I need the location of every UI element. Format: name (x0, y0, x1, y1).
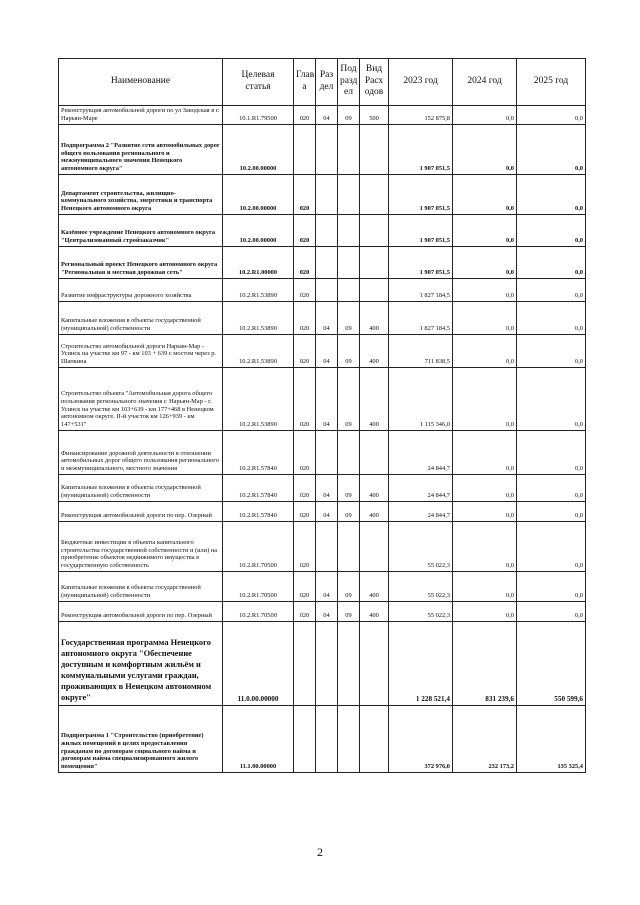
table-row (59, 602, 586, 622)
row-2025-cell: 0,0 (517, 215, 586, 247)
row-glava-cell: 020 (294, 302, 316, 335)
row-name-cell: Развитие инфраструктуры дорожного хозяйства (59, 279, 223, 302)
row-razdel-cell (316, 706, 338, 773)
row-name-cell: Капитальные вложения в объекты государственной (муниципальной) собственности (59, 572, 223, 602)
row-glava-cell (294, 706, 316, 773)
row-2023-cell: 711 838,5 (389, 335, 453, 368)
row-razdel-cell: 04 (316, 106, 338, 125)
row-code-cell: 10.2.R1.53890 (223, 335, 294, 368)
row-vid-cell: 400 (360, 502, 389, 522)
row-2024-cell: 0,0 (453, 215, 517, 247)
table-row (59, 125, 586, 175)
row-2025-cell: 0,0 (517, 247, 586, 279)
row-vid-cell: 400 (360, 368, 389, 431)
row-2023-cell: 1 907 051,5 (389, 247, 453, 279)
row-vid-cell: 400 (360, 475, 389, 502)
col-header-vid: Вид Расх одов (360, 59, 389, 106)
row-vid-cell (360, 622, 389, 706)
row-name-cell: Финансирование дорожной деятельности в отношении автомобильных дорог общего пользования регионального и межмуниципального, местного значения (59, 431, 223, 475)
row-podrazdel-cell (338, 431, 360, 475)
row-code-cell: 10.2.R1.53890 (223, 279, 294, 302)
col-header-name: Наименование (59, 59, 223, 106)
row-podrazdel-cell: 09 (338, 572, 360, 602)
row-2025-cell: 0,0 (517, 602, 586, 622)
row-2023-cell: 1 907 051,5 (389, 175, 453, 215)
row-glava-cell: 020 (294, 279, 316, 302)
row-vid-cell: 400 (360, 572, 389, 602)
row-name-cell: Строительство автомобильной дороги Нарьян-Мар - Усинск на участке км 97 - км 103 + 639 с мостом через р. Шапкина (59, 335, 223, 368)
row-name-cell: Подпрограмма 2 "Развитие сети автомобильных дорог общего пользования регионального и межмуниципального значения Ненецкого автономного округа" (59, 125, 223, 175)
row-2025-cell: 550 599,6 (517, 622, 586, 706)
table-row (59, 106, 586, 125)
row-2025-cell: 0,0 (517, 475, 586, 502)
row-2023-cell: 1 115 346,0 (389, 368, 453, 431)
row-podrazdel-cell (338, 522, 360, 572)
row-name-cell: Капитальные вложения в объекты государственной (муниципальной) собственности (59, 475, 223, 502)
row-2024-cell: 0,0 (453, 431, 517, 475)
row-glava-cell: 020 (294, 475, 316, 502)
row-vid-cell (360, 247, 389, 279)
page-number: 2 (317, 845, 323, 859)
row-2023-cell: 1 827 184,5 (389, 302, 453, 335)
col-header-2023: 2023 год (389, 59, 453, 106)
row-2025-cell: 0,0 (517, 175, 586, 215)
row-glava-cell: 020 (294, 175, 316, 215)
row-2025-cell: 0,0 (517, 522, 586, 572)
table-row (59, 522, 586, 572)
row-2023-cell: 1 907 051,5 (389, 215, 453, 247)
row-razdel-cell (316, 247, 338, 279)
table-row (59, 706, 586, 773)
row-2023-cell: 1 907 051,5 (389, 125, 453, 175)
row-podrazdel-cell (338, 622, 360, 706)
row-vid-cell (360, 175, 389, 215)
row-2023-cell: 1 228 521,4 (389, 622, 453, 706)
row-code-cell: 10.2.00.00000 (223, 215, 294, 247)
row-razdel-cell: 04 (316, 368, 338, 431)
row-vid-cell: 500 (360, 106, 389, 125)
row-glava-cell: 020 (294, 522, 316, 572)
row-vid-cell: 400 (360, 602, 389, 622)
row-name-cell: Реконструкция автомобильной дороги по пер. Озерный (59, 502, 223, 522)
row-name-cell: Департамент строительства, жилищно-коммунального хозяйства, энергетики и транспорта Ненецкого автономного округа (59, 175, 223, 215)
table-row (59, 279, 586, 302)
row-2024-cell: 0,0 (453, 502, 517, 522)
row-name-cell: Государственная программа Ненецкого автономного округа "Обеспечение доступным и комфортным жильём и коммунальными услугами граждан, проживающих в Ненецком автономном округе" (59, 622, 223, 706)
row-2025-cell: 135 325,4 (517, 706, 586, 773)
col-header-2025: 2025 год (517, 59, 586, 106)
row-2023-cell: 1 827 184,5 (389, 279, 453, 302)
row-name-cell: Строительство объекта "Автомобильная дорога общего пользования регионального значения г. Нарьян-Мар - г. Усинск на участке км 103+639 - км 177+468 в Ненецком автономном округе. II-й участок км 126+939 - км 147+531" (59, 368, 223, 431)
row-2024-cell: 0,0 (453, 368, 517, 431)
row-2023-cell: 152 875,8 (389, 106, 453, 125)
table-row (59, 302, 586, 335)
row-name-cell: Региональный проект Ненецкого автономного округа "Региональная и местная дорожная сеть" (59, 247, 223, 279)
row-podrazdel-cell: 09 (338, 502, 360, 522)
row-podrazdel-cell (338, 125, 360, 175)
row-vid-cell (360, 522, 389, 572)
row-2025-cell: 0,0 (517, 335, 586, 368)
table-row (59, 368, 586, 431)
row-2024-cell: 0,0 (453, 175, 517, 215)
row-2023-cell: 55 022,3 (389, 522, 453, 572)
row-razdel-cell (316, 175, 338, 215)
col-header-code: Целевая статья (223, 59, 294, 106)
row-2025-cell: 0,0 (517, 572, 586, 602)
row-glava-cell: 020 (294, 335, 316, 368)
row-razdel-cell (316, 215, 338, 247)
row-vid-cell (360, 125, 389, 175)
table-header-row (59, 59, 586, 106)
row-razdel-cell: 04 (316, 572, 338, 602)
row-glava-cell: 020 (294, 602, 316, 622)
row-glava-cell: 020 (294, 215, 316, 247)
row-code-cell: 10.2.R1.57840 (223, 475, 294, 502)
row-2024-cell: 831 239,6 (453, 622, 517, 706)
row-podrazdel-cell (338, 175, 360, 215)
row-2023-cell: 55 022,3 (389, 572, 453, 602)
row-2024-cell: 0,0 (453, 602, 517, 622)
col-header-podrazdel: Под разд ел (338, 59, 360, 106)
row-glava-cell: 020 (294, 106, 316, 125)
row-vid-cell (360, 279, 389, 302)
row-podrazdel-cell: 09 (338, 302, 360, 335)
table-row (59, 335, 586, 368)
row-glava-cell: 020 (294, 247, 316, 279)
row-razdel-cell (316, 279, 338, 302)
row-code-cell: 10.2.R1.53890 (223, 368, 294, 431)
row-code-cell: 11.0.00.00000 (223, 622, 294, 706)
row-razdel-cell (316, 522, 338, 572)
table-row (59, 475, 586, 502)
row-vid-cell (360, 431, 389, 475)
row-code-cell: 10.2.R1.53890 (223, 302, 294, 335)
row-name-cell: Казённое учреждение Ненецкого автономного округа "Централизованный стройзаказчик" (59, 215, 223, 247)
row-2025-cell: 0,0 (517, 431, 586, 475)
row-name-cell: Капитальные вложения в объекты государственной (муниципальной) собственности (59, 302, 223, 335)
row-razdel-cell: 04 (316, 302, 338, 335)
row-code-cell: 10.2.R1.00000 (223, 247, 294, 279)
col-header-glava: Глав а (294, 59, 316, 106)
row-podrazdel-cell: 09 (338, 475, 360, 502)
table-row (59, 175, 586, 215)
row-glava-cell (294, 622, 316, 706)
row-glava-cell: 020 (294, 368, 316, 431)
row-razdel-cell (316, 622, 338, 706)
row-2024-cell: 0,0 (453, 125, 517, 175)
table-row (59, 622, 586, 706)
row-vid-cell: 400 (360, 302, 389, 335)
row-name-cell: Подпрограмма 1 "Строительство (приобретение) жилых помещений в целях предоставления гражданам по договорам социального найма и договорам найма специализированного жилого помещения" (59, 706, 223, 773)
table-row (59, 247, 586, 279)
row-podrazdel-cell: 09 (338, 335, 360, 368)
row-razdel-cell (316, 125, 338, 175)
row-name-cell: Бюджетные инвестиции в объекты капитального строительства государственной собственности и (или) на приобретение объектов недвижимого имущества в государственную собственность (59, 522, 223, 572)
row-2023-cell: 24 844,7 (389, 502, 453, 522)
row-code-cell: 11.1.00.00000 (223, 706, 294, 773)
row-podrazdel-cell: 09 (338, 106, 360, 125)
row-code-cell: 10.2.R1.70500 (223, 522, 294, 572)
row-2025-cell: 0,0 (517, 106, 586, 125)
row-2025-cell: 0,0 (517, 502, 586, 522)
row-2024-cell: 0,0 (453, 247, 517, 279)
row-glava-cell: 020 (294, 431, 316, 475)
row-razdel-cell: 04 (316, 602, 338, 622)
row-vid-cell: 400 (360, 335, 389, 368)
row-glava-cell: 020 (294, 572, 316, 602)
row-podrazdel-cell (338, 247, 360, 279)
row-vid-cell (360, 215, 389, 247)
row-code-cell: 10.2.00.00000 (223, 125, 294, 175)
row-2023-cell: 55 022,3 (389, 602, 453, 622)
row-code-cell: 10.2.R1.57840 (223, 431, 294, 475)
row-2024-cell: 0,0 (453, 475, 517, 502)
row-2023-cell: 372 976,0 (389, 706, 453, 773)
col-header-razdel: Раз дел (316, 59, 338, 106)
table-row (59, 431, 586, 475)
budget-table (58, 58, 586, 773)
row-name-cell: Реконструкция автомобильной дороги по ул Заводская в г. Нарьян-Маре (59, 106, 223, 125)
row-code-cell: 10.2.R1.70500 (223, 602, 294, 622)
row-2024-cell: 0,0 (453, 572, 517, 602)
row-2025-cell: 0,0 (517, 368, 586, 431)
col-header-2024: 2024 год (453, 59, 517, 106)
table-row (59, 572, 586, 602)
row-2025-cell: 0,0 (517, 279, 586, 302)
row-podrazdel-cell (338, 215, 360, 247)
row-code-cell: 10.2.R1.70500 (223, 572, 294, 602)
row-razdel-cell: 04 (316, 475, 338, 502)
row-2025-cell: 0,0 (517, 125, 586, 175)
row-2024-cell: 0,0 (453, 279, 517, 302)
row-razdel-cell: 04 (316, 335, 338, 368)
row-2023-cell: 24 844,7 (389, 431, 453, 475)
row-podrazdel-cell: 09 (338, 602, 360, 622)
row-2025-cell: 0,0 (517, 302, 586, 335)
row-code-cell: 10.2.00.00000 (223, 175, 294, 215)
row-2024-cell: 0,0 (453, 106, 517, 125)
row-name-cell: Реконструкция автомобильной дороги по пер. Озерный (59, 602, 223, 622)
row-podrazdel-cell (338, 706, 360, 773)
row-glava-cell: 020 (294, 502, 316, 522)
row-2024-cell: 0,0 (453, 302, 517, 335)
row-podrazdel-cell: 09 (338, 368, 360, 431)
row-2024-cell: 0,0 (453, 522, 517, 572)
row-glava-cell (294, 125, 316, 175)
table-row (59, 502, 586, 522)
row-podrazdel-cell (338, 279, 360, 302)
row-razdel-cell (316, 431, 338, 475)
row-vid-cell (360, 706, 389, 773)
row-2023-cell: 24 844,7 (389, 475, 453, 502)
row-2024-cell: 0,0 (453, 335, 517, 368)
row-code-cell: 10.1.R1.79500 (223, 106, 294, 125)
table-row (59, 215, 586, 247)
row-code-cell: 10.2.R1.57840 (223, 502, 294, 522)
row-2024-cell: 232 173,2 (453, 706, 517, 773)
row-razdel-cell: 04 (316, 502, 338, 522)
